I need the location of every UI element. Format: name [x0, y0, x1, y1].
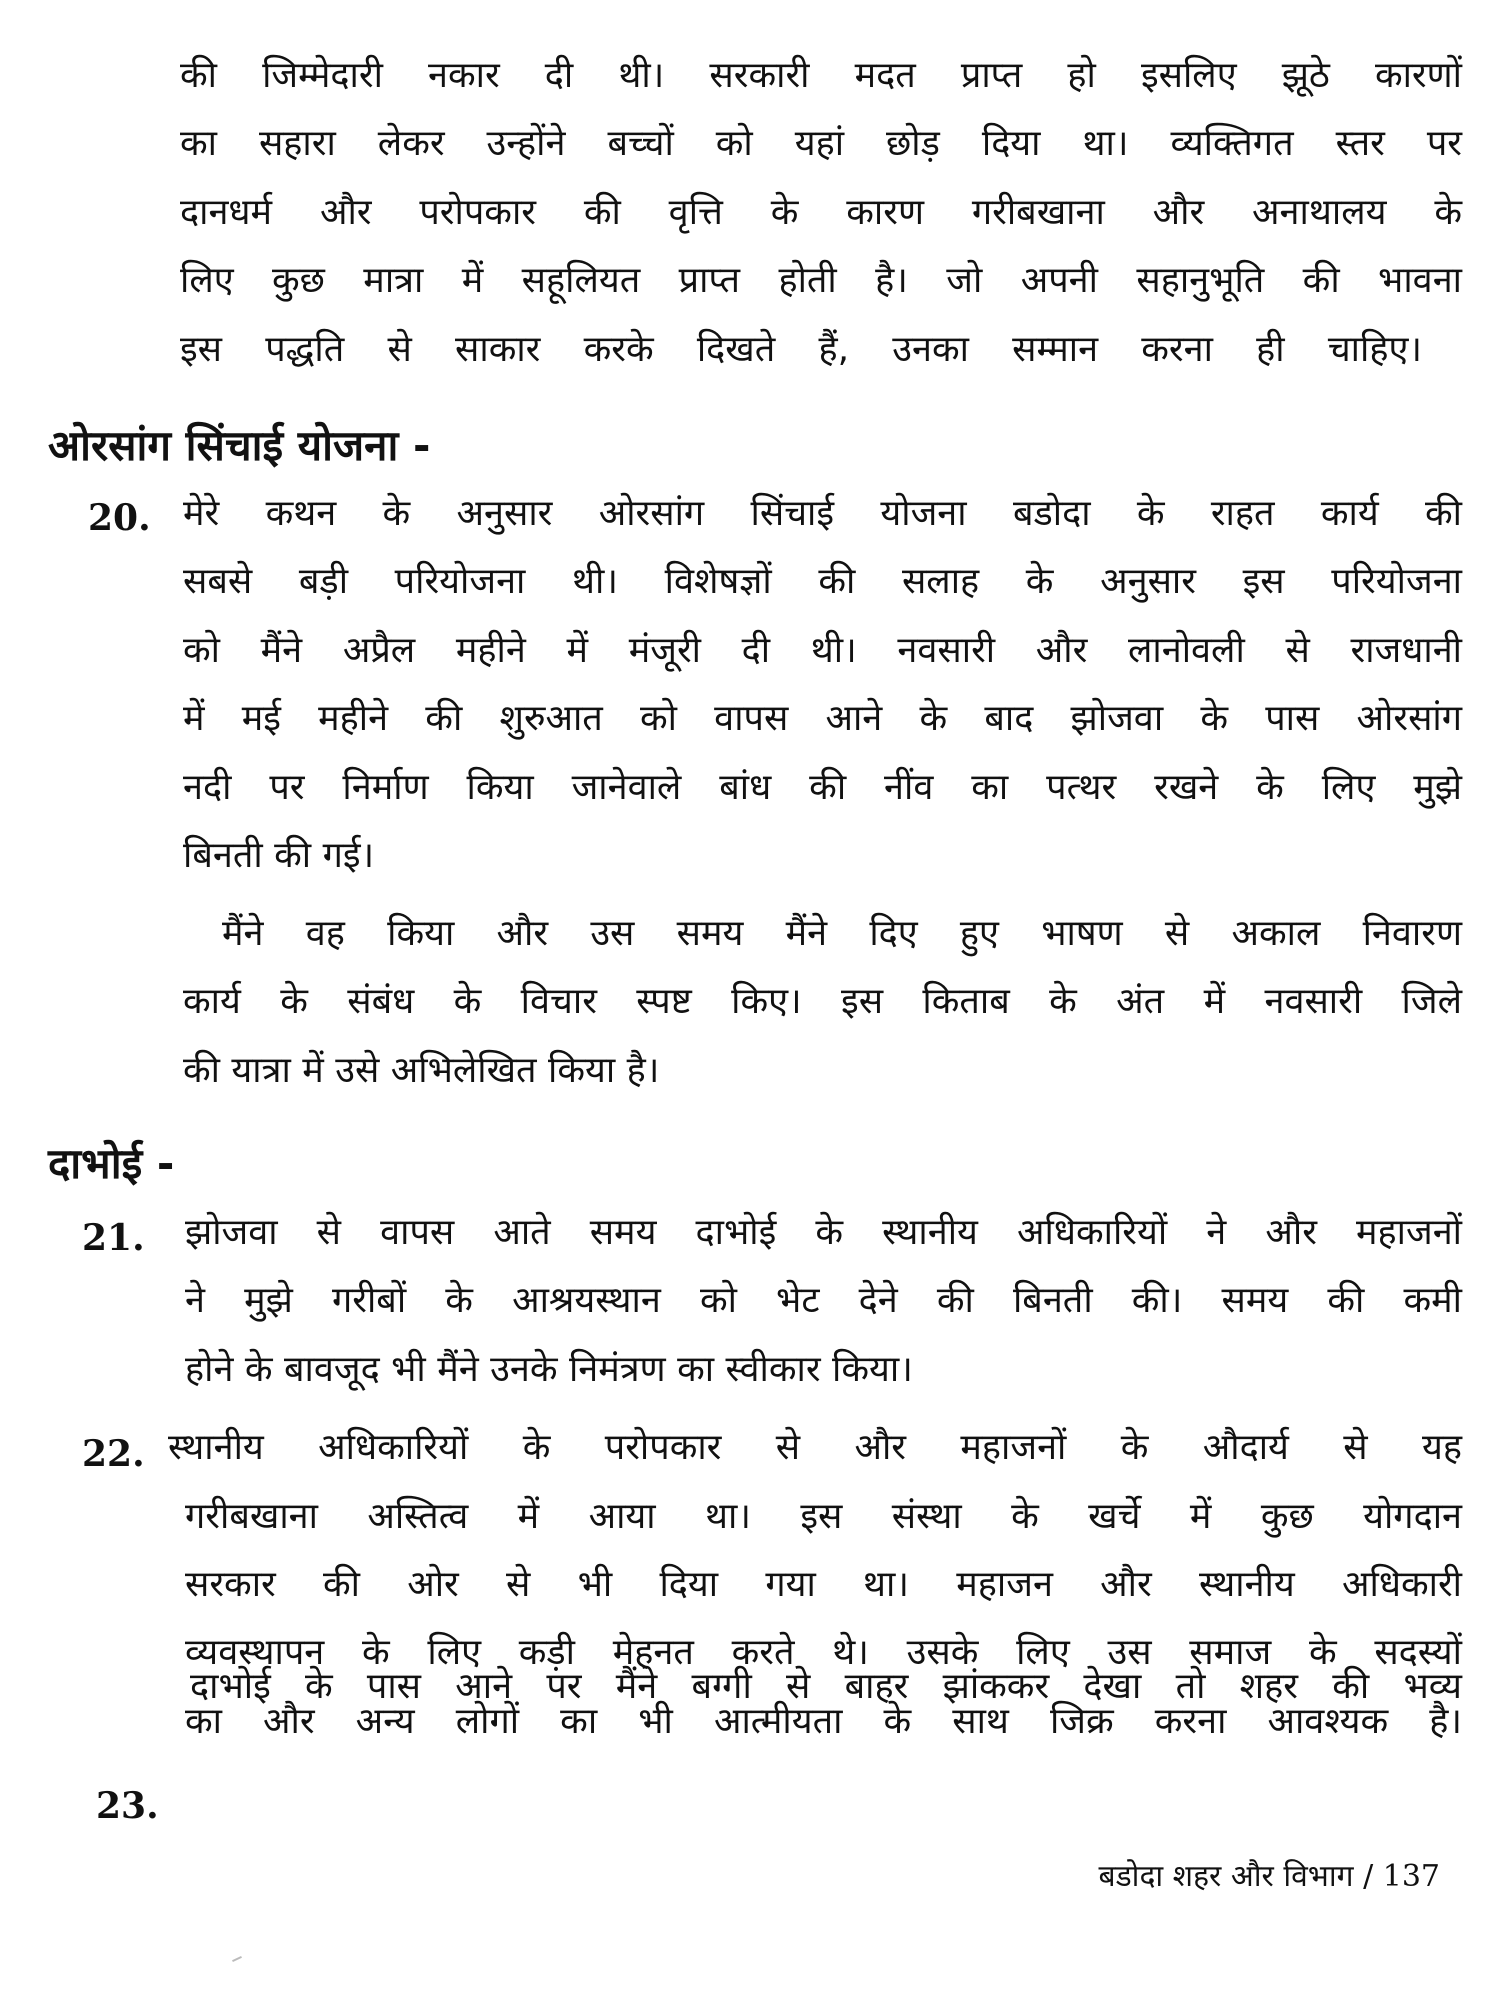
- paragraph-line: स्थानीय अधिकारियों के परोपकार से और महाजनों के औदार्य से यह: [168, 1427, 1462, 1468]
- paragraph-line: मैंने वह किया और उस समय मैंने दिए हुए भाषण से अकाल निवारण: [222, 913, 1462, 954]
- paragraph-line: दाभोई के पास आने पर मैंने बग्गी से बाहर झांककर देखा तो शहर की भव्य: [190, 1666, 1462, 1707]
- paragraph-number: 21.: [82, 1217, 145, 1259]
- paragraph-number: 22.: [82, 1433, 145, 1475]
- paragraph-line: सबसे बड़ी परियोजना थी। विशेषज्ञों की सलाह के अनुसार इस परियोजना: [183, 561, 1462, 602]
- intro-line: इस पद्धति से साकार करके दिखते हैं, उनका सम्मान करना ही चाहिए।: [180, 329, 1422, 370]
- footer-separator: /: [1363, 1859, 1374, 1894]
- scan-speck: [232, 1956, 242, 1962]
- paragraph-line: नदी पर निर्माण किया जानेवाले बांध की नींव का पत्थर रखने के लिए मुझे: [183, 767, 1462, 808]
- paragraph-line: झोजवा से वापस आते समय दाभोई के स्थानीय अधिकारियों ने और महाजनों: [185, 1212, 1462, 1253]
- paragraph-line: को मैंने अप्रैल महीने में मंजूरी दी थी। नवसारी और लानोवली से राजधानी: [183, 630, 1462, 671]
- paragraph-number: 20.: [88, 497, 151, 539]
- paragraph-line: व्यवस्थापन के लिए कड़ी मेहनत करते थे। उसके लिए उस समाज के सदस्यों: [185, 1632, 1462, 1673]
- paragraph-line: ने मुझे गरीबों के आश्रयस्थान को भेट देने की बिनती की। समय की कमी: [185, 1280, 1462, 1321]
- intro-line: दानधर्म और परोपकार की वृत्ति के कारण गरीबखाना और अनाथालय के: [180, 192, 1462, 233]
- paragraph-line: मेरे कथन के अनुसार ओरसांग सिंचाई योजना बडोदा के राहत कार्य की: [183, 493, 1462, 534]
- paragraph-line: गरीबखाना अस्तित्व में आया था। इस संस्था के खर्चे में कुछ योगदान: [185, 1496, 1462, 1537]
- intro-line: की जिम्मेदारी नकार दी थी। सरकारी मदत प्राप्त हो इसलिए झूठे कारणों: [180, 55, 1462, 96]
- intro-line: का सहारा लेकर उन्होंने बच्चों को यहां छोड़ दिया था। व्यक्तिगत स्तर पर: [180, 123, 1462, 164]
- footer-page-number: 137: [1382, 1859, 1440, 1894]
- paragraph-line: का और अन्य लोगों का भी आत्मीयता के साथ जिक्र करना आवश्यक है।: [185, 1701, 1462, 1742]
- page-footer: [1099, 1857, 1441, 1897]
- paragraph-line: सरकार की ओर से भी दिया गया था। महाजन और स्थानीय अधिकारी: [185, 1564, 1462, 1605]
- intro-line: लिए कुछ मात्रा में सहूलियत प्राप्त होती है। जो अपनी सहानुभूति की भावना: [180, 260, 1462, 301]
- paragraph-line: में मई महीने की शुरुआत को वापस आने के बाद झोजवा के पास ओरसांग: [183, 698, 1462, 739]
- paragraph-line: कार्य के संबंध के विचार स्पष्ट किए। इस किताब के अंत में नवसारी जिले: [183, 981, 1462, 1022]
- section-heading-dabhoi: दाभोई -: [48, 1139, 175, 1188]
- paragraph-line: की यात्रा में उसे अभिलेखित किया है।: [183, 1050, 660, 1091]
- paragraph-number: 23.: [96, 1785, 159, 1827]
- paragraph-line: बिनती की गई।: [183, 835, 375, 876]
- section-heading-orsang: ओरसांग सिंचाई योजना -: [48, 421, 431, 470]
- paragraph-line: होने के बावजूद भी मैंने उनके निमंत्रण का स्वीकार किया।: [185, 1349, 913, 1390]
- footer-book-title: बडोदा शहर और विभाग: [1098, 1859, 1354, 1894]
